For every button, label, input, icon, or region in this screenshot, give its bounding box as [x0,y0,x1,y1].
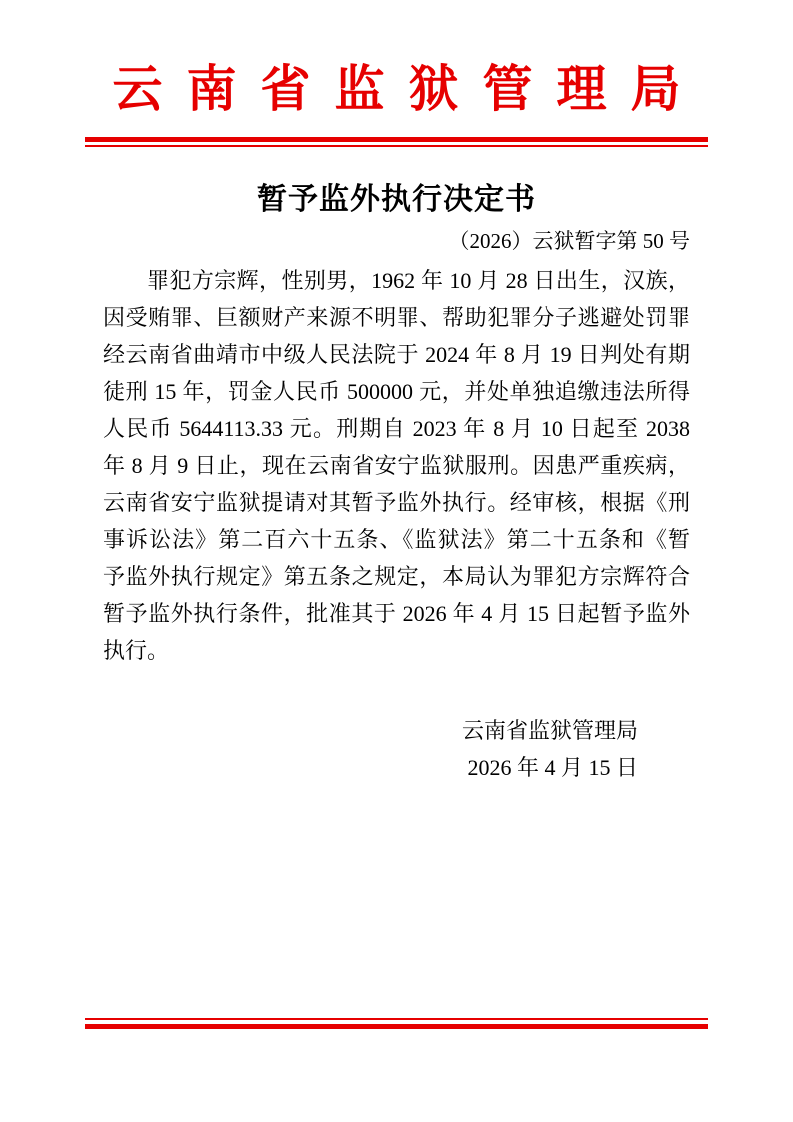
body-line: 执行。 [103,638,170,663]
letterhead-double-rule-top [85,137,708,147]
body-line: 罪犯方宗辉，性别男，1962 年 10 月 28 日出生，汉族， [147,268,690,293]
signature-org: 云南省监狱管理局 [461,718,638,743]
document-title: 暂予监外执行决定书 [257,183,536,216]
body-line: 事诉讼法》第二百六十五条、《监狱法》第二十五条和《暂 [103,527,690,552]
footer-double-rule-bottom [85,1018,708,1029]
body-line: 人民币 5644113.33 元。刑期自 2023 年 8 月 10 日起至 2038 [103,416,690,441]
letterhead-org-name: 云南省监狱管理局 [112,61,705,117]
body-line: 经云南省曲靖市中级人民法院于 2024 年 8 月 19 日判处有期 [103,342,690,367]
body-line: 因受贿罪、巨额财产来源不明罪、帮助犯罪分子逃避处罚罪 [103,305,690,330]
body-line: 暂予监外执行条件，批准其于 2026 年 4 月 15 日起暂予监外 [103,601,690,626]
body-line: 年 8 月 9 日止，现在云南省安宁监狱服刑。因患严重疾病， [103,453,690,478]
document-body [103,262,690,669]
document-number: （2026）云狱暂字第 50 号 [448,229,690,253]
signature-block [103,712,690,786]
body-line: 予监外执行规定》第五条之规定，本局认为罪犯方宗辉符合 [103,564,690,589]
body-line: 云南省安宁监狱提请对其暂予监外执行。经审核，根据《刑 [103,490,690,515]
body-line: 徒刑 15 年，罚金人民币 500000 元，并处单独追缴违法所得 [103,379,690,404]
signature-date: 2026 年 4 月 15 日 [467,755,638,780]
